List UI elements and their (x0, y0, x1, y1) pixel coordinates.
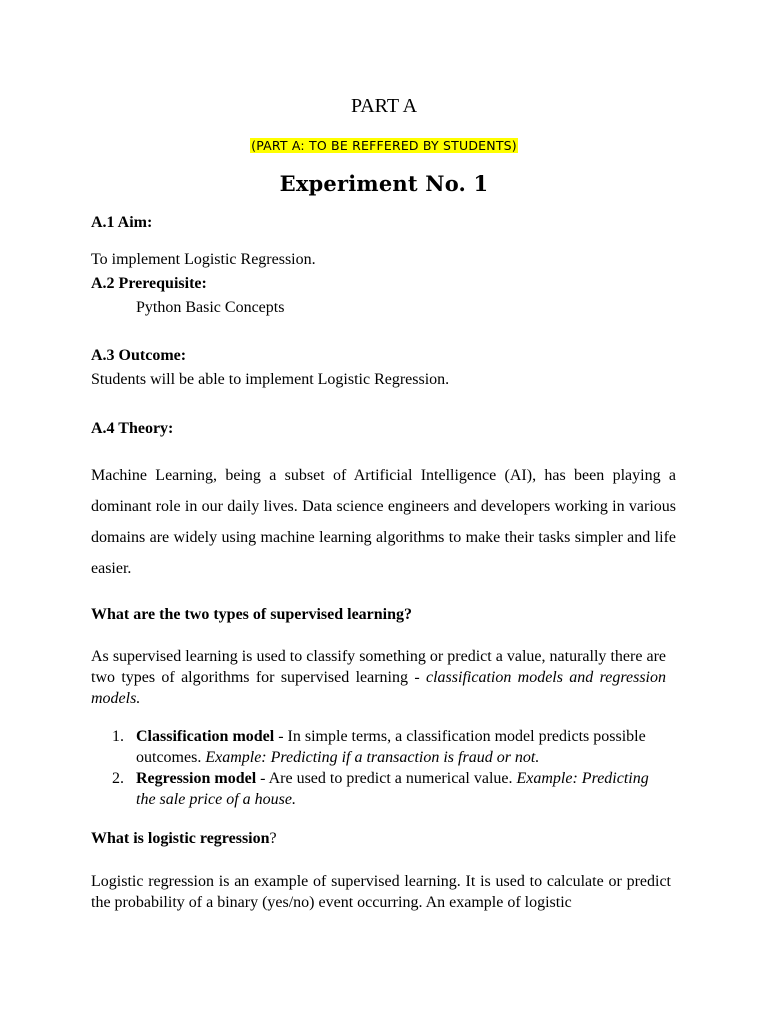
prerequisite-heading: A.2 Prerequisite: (91, 275, 207, 292)
outcome-text: Students will be able to implement Logistic Regression. (91, 371, 450, 388)
list-item-text: - Are used to predict a numerical value. (256, 770, 517, 787)
theory-heading: A.4 Theory: (91, 420, 174, 437)
list-item-number: 1. (112, 728, 124, 745)
supervised-paragraph-text: As supervised learning is used to classify something or predict a value, naturally there are two types of algorithms for supervised learning - (91, 648, 666, 686)
list-item-term: Regression model (136, 770, 257, 787)
part-note-wrapper (0, 137, 768, 155)
list-item-example: Example: Predicting if a transaction is fraud or not. (205, 749, 540, 766)
aim-text: To implement Logistic Regression. (91, 251, 316, 268)
logistic-question (91, 829, 277, 849)
logistic-question-mark: ? (269, 830, 277, 847)
list-item-example: Example: Predicting the sale price of a house. (136, 770, 649, 808)
experiment-title: Experiment No. 1 (279, 171, 489, 196)
supervised-paragraph-italic: classification models and regression models. (91, 669, 667, 707)
theory-paragraph: Machine Learning, being a subset of Artificial Intelligence (AI), has been playing a dominant role in our daily lives. Data science engineers and developers working in various domains are widely using machine learning algorithms to make their tasks simpler and life easier. (91, 467, 676, 577)
supervised-question: What are the two types of supervised learning? (91, 606, 413, 623)
part-note-highlight: (PART A: TO BE REFFERED BY STUDENTS) (251, 138, 517, 153)
list-item (112, 726, 672, 768)
outcome-heading: A.3 Outcome: (91, 347, 187, 364)
logistic-paragraph: Logistic regression is an example of supervised learning. It is used to calculate or predict the probability of a binary (yes/no) event occurring. An example of logistic (91, 873, 671, 911)
list-item-term: Classification model (136, 728, 275, 745)
list-item (112, 768, 672, 810)
list-item-text: - In simple terms, a classification model predicts possible outcomes. (136, 728, 646, 766)
part-title: PART A (350, 95, 418, 117)
aim-heading: A.1 Aim: (91, 214, 153, 231)
model-types-list (112, 726, 672, 810)
logistic-question-bold: What is logistic regression (91, 830, 270, 847)
list-item-number: 2. (112, 770, 124, 787)
prerequisite-text: Python Basic Concepts (136, 299, 285, 316)
supervised-paragraph (91, 646, 666, 709)
